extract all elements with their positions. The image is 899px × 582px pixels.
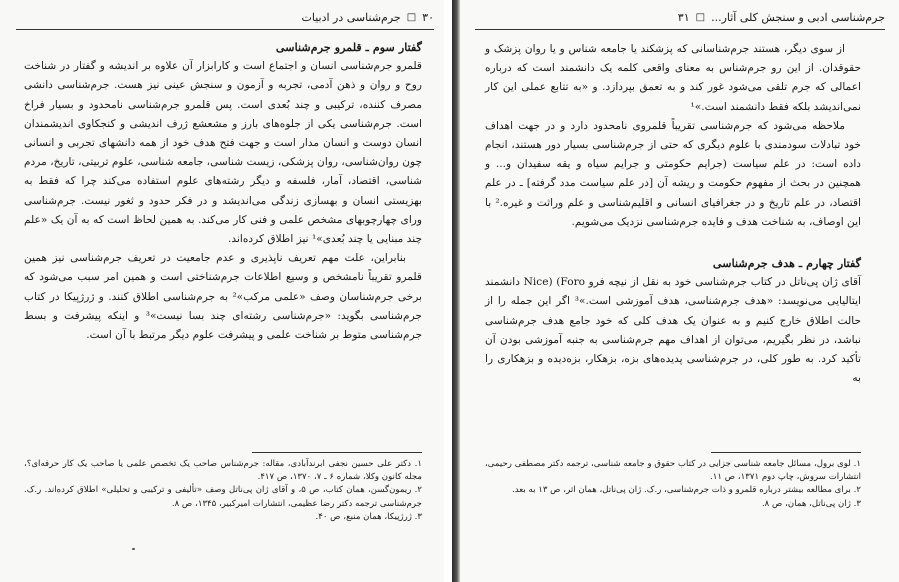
right-paragraph-3: آقای ژان پی‌ناتل در کتاب جرم‌شناسی خود به نقل از نیچه فرو Nice) (Foro دانشمند ایتالیایی می‌نویسد: «هدف جرم‌شناسی، هدف آموزشی است.»³ اگر این جمله را از حالت اطلاق خارج کنیم و به عنوان یک هدف کلی که خود جامع هدف جرم‌شناسی نباشد، در نظر بگیریم، می‌توان از اهداف مهم جرم‌شناسی به جنبه آموزشی بودن آن تأکید کرد. به طور کلی، در جرم‌شناسی پدیده‌های بزه، بزهکار، بزه‌دیده و بزهکاری را به xyxy=(485,276,861,385)
right-footnotes xyxy=(485,458,861,511)
right-page xyxy=(460,0,899,582)
right-paragraph-1: از سوی دیگر، هستند جرم‌شناسانی که پزشکند یا جامعه شناس و یا روان پزشک و حقوقدان. از این رو جرم‌شناس به معنای واقعی کلمه یک دانشمند است که درباره اعمالی که جرم تلقی می‌شود غور کند و به تعمق بپردازد. و «به تتابع عملی این کار نمی‌اندیشد بلکه فقط دانشمند است.»¹ xyxy=(485,43,861,113)
left-footnote-2: ۲. ریمون‌گسن، همان کتاب، ص ۵، و آقای ژان پی‌ناتل وصف «تألیفی و ترکیبی و تحلیلی» اطلاق کرده‌اند. ر.ک. جرم‌شناسی ترجمه دکتر رضا عظیمی، انتشارات امیرکبیر، ۱۳۴۵، ص ۸. xyxy=(24,485,422,509)
left-running-title: جرم‌شناسی در ادبیات xyxy=(301,11,401,24)
left-section-heading: گفتار سوم ـ قلمرو جرم‌شناسی xyxy=(275,40,422,54)
right-footnote-3: ۳. ژان پی‌ناتل، همان، ص ۸. xyxy=(761,498,861,509)
left-body xyxy=(24,38,422,345)
right-footnote-1: ۱. لوی برول، مسائل جامعه شناسی جزایی در کتاب حقوق و جامعه شناسی، ترجمه دکتر مصطفی رحیمی، انتشارات سروش، چاپ دوم ۱۳۷۱، ص ۱۱. xyxy=(485,459,861,483)
right-running-title: جرم‌شناسی ادبی و سنجش کلی آثار... xyxy=(711,11,885,24)
header-box-icon: □ xyxy=(695,12,706,23)
right-footnote-2: ۲. برای مطالعه بیشتر درباره قلمرو و ذات جرم‌شناسی، ر.ک. ژان پی‌ناتل، همان اثر، ص ۱۳ به بعد. xyxy=(511,485,861,496)
right-footnote-rule xyxy=(711,452,861,453)
left-footnote-rule xyxy=(252,452,422,453)
right-page-header xyxy=(473,8,885,28)
right-page-number: ۳۱ xyxy=(677,11,690,24)
book-spine-shadow xyxy=(452,0,460,582)
right-paragraph-2: ملاحظه می‌شود که جرم‌شناسی تقریباً قلمروی نامحدود دارد و در جهت اهداف خود تبادلات سودمندی با علوم دیگری که حتی از جرم‌شناسی بسیار دور هستند، انجام داده است: در علم سیاست (جرایم حکومتی و جرایم سیاه و یقه سفیدان و... و همچنین در بحث از مفهوم حکومت و ریشه آن [در علم سیاست مدد گرفته] ـ در علم اقتصاد، در علم تاریخ و در جغرافیای انسانی و اقلیم‌شناسی و علم وراثت و غیره.² با این اوصاف، به شناخت هدف و فایده جرم‌شناسی نزدیک می‌شویم. xyxy=(485,119,861,228)
left-footnote-3: ۳. ژرژپیکا، همان منبع، ص ۴۰. xyxy=(315,511,422,522)
left-header-rule xyxy=(16,29,434,30)
left-footnotes xyxy=(24,458,422,524)
left-page-number: ۳۰ xyxy=(422,11,434,24)
left-footnote-1: ۱. دکتر علی حسین نجفی ابرندآبادی، مقاله: جرم‌شناس صاحب یک تخصص علمی یا صاحب یک کار حرفه‌ای؟، مجله کانون وکلا، شماره ۶ ـ ۷، ۱۳۷۰، ص ۴۱۷. xyxy=(24,459,422,483)
right-header-rule xyxy=(475,29,885,30)
right-body xyxy=(485,40,861,388)
right-section-heading: گفتار چهارم ـ هدف جرم‌شناسی xyxy=(712,256,861,271)
scan-speck xyxy=(132,548,135,550)
left-paragraph-1: قلمرو جرم‌شناسی انسان و اجتماع است و کارابزار آن علاوه بر اندیشه و گفتار در شناخت روح و روان و ذهن آدمی، تجربه و آزمون و سنجش عینی نیز هست. جرم‌شناسی دانشی مصرف کننده، ترکیبی و چند بُعدی است. پس قلمرو جرم‌شناسی نامحدود و بسیار فراخ است. جرم‌شناسی یکی از جلوه‌های بارز و مشعشع ژرف اندیشی و کنجکاوی اندیشمندان انسان دوست و انسان مدار است و جهت فتح هدف خود از همه دانشهای تجربی و انسانی چون روان‌شناسی، روان پزشکی، زیست شناسی، جامعه شناسی، علوم تربیتی، تاریخ، مردم شناسی، اقتصاد، آمار، فلسفه و دیگر رشته‌های علوم استفاده می‌کند چرا که فقط به بهزیستی انسان و بهسازی زندگی می‌اندیشد و در فکر حدود و ثغور نیست. جرم‌شناسی ورای چهارچوبهای مشخص علمی و فنی کار می‌کند. به همین لحاظ است که به آن یک «علم چند مبنایی یا چند بُعدی»¹ نیز اطلاق کرده‌اند. xyxy=(24,60,422,246)
left-page xyxy=(0,0,444,582)
left-paragraph-2: بنابراین، علت مهم تعریف ناپذیری و عدم جامعیت در تعریف جرم‌شناسی نیز همین قلمرو تقریباً نامشخص و وسیع اطلاعات جرم‌شناختی است و همین امر سبب می‌شود که برخی جرم‌شناسان وصف «علمی مرکب»² به جرم‌شناسی اطلاق کنند. و ژرژپیکا در کتاب جرم‌شناسی بگوید: «جرم‌شناسی رشته‌ای چند بسا نیست»³ و اینکه پیشرفت و بسط جرم‌شناسی متوط بر شناخت علمی و پیشرفت علوم دیگر مرتبط با آن است. xyxy=(24,252,422,342)
header-box-icon: □ xyxy=(406,12,417,23)
left-page-header xyxy=(14,8,434,28)
